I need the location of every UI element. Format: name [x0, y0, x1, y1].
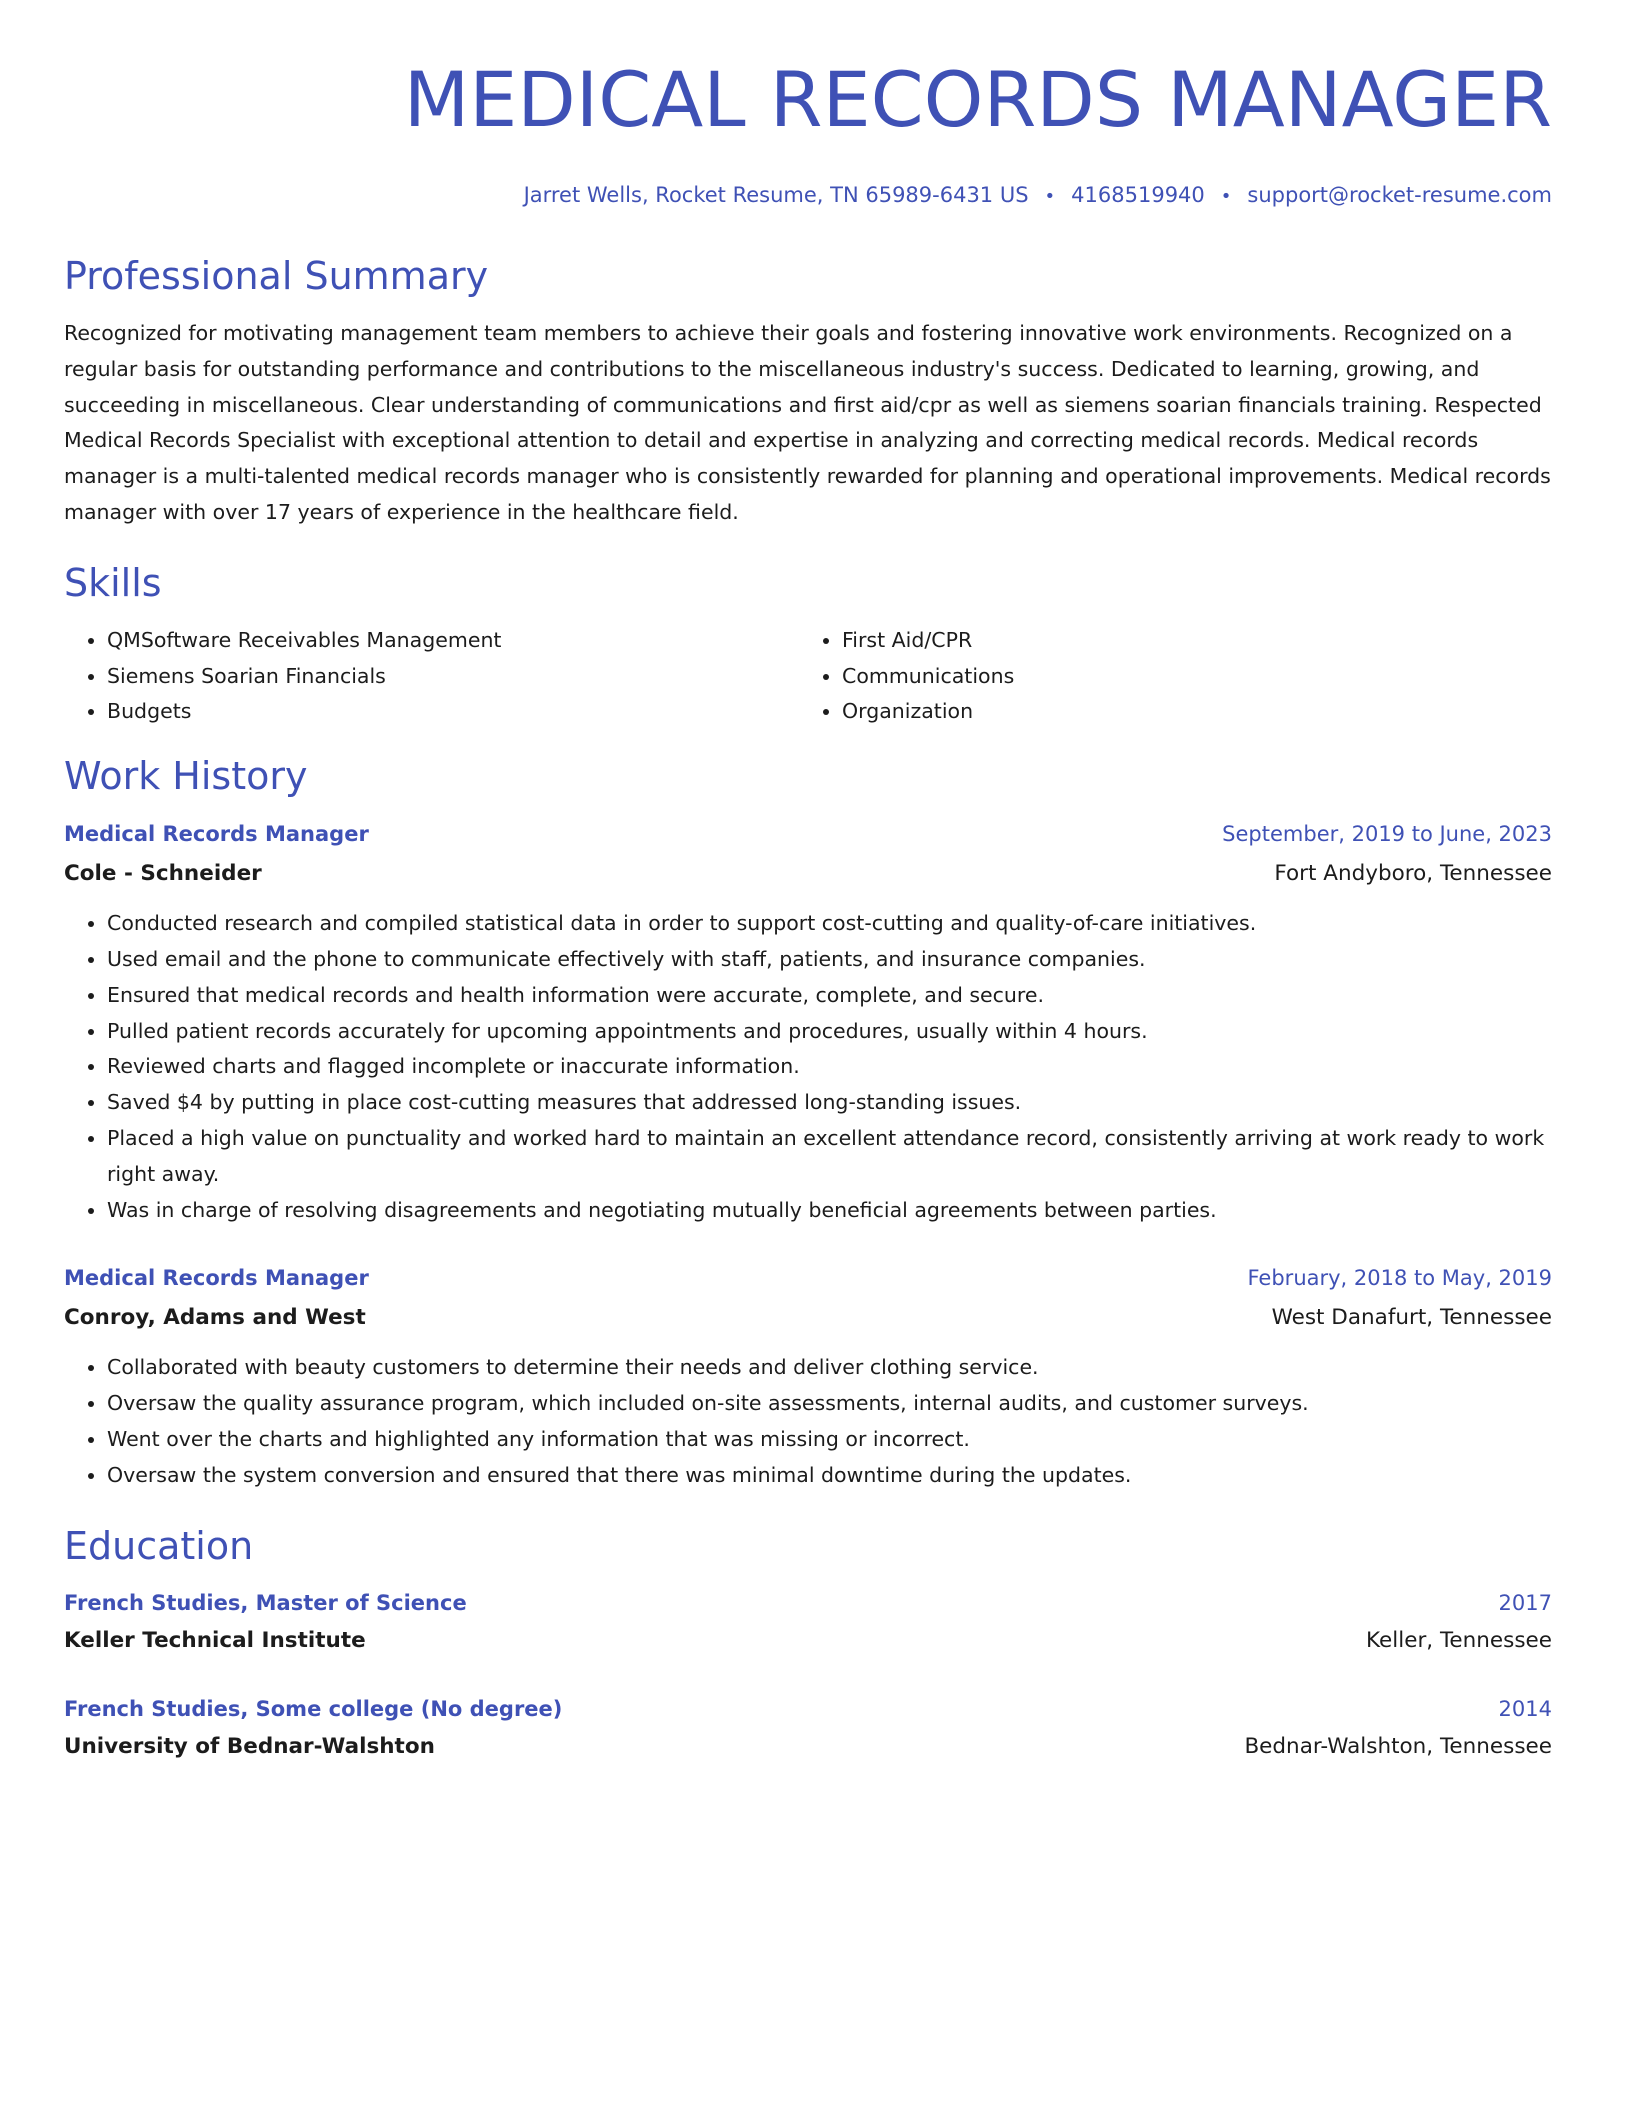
skills-column-right — [799, 623, 1534, 730]
job-company: Conroy, Adams and West — [64, 1305, 366, 1331]
job-bullet: • Reviewed charts and flagged incomplete or inaccurate information. — [107, 1049, 1552, 1085]
education-year: 2014 — [1498, 1696, 1552, 1721]
resume-page — [64, 0, 1552, 1766]
education-entry — [64, 1690, 1552, 1766]
job-company: Cole - Schneider — [64, 861, 262, 887]
job-dates: September, 2019 to June, 2023 — [1222, 822, 1552, 847]
education-degree: French Studies, Master of Science — [64, 1590, 467, 1615]
contact-address: Jarret Wells, Rocket Resume, TN 65989-6431 US — [523, 183, 1029, 207]
education-location: Keller, Tennessee — [1366, 1627, 1552, 1653]
job-dates: February, 2018 to May, 2019 — [1247, 1266, 1552, 1291]
separator-dot: • — [1220, 186, 1232, 207]
education-year: 2017 — [1498, 1590, 1552, 1615]
contact-phone: 4168519940 — [1071, 183, 1205, 207]
job-bullet: • Saved $4 by putting in place cost-cutting measures that addressed long-standing issues. — [107, 1085, 1552, 1121]
resume-title: MEDICAL RECORDS MANAGER — [403, 55, 1552, 144]
skills-column-left — [64, 623, 799, 730]
skills-list — [64, 623, 1552, 730]
education-entry — [64, 1584, 1552, 1660]
job-entry — [64, 814, 1552, 1228]
job-bullet: • Used email and the phone to communicate effectively with staff, patients, and insurance companies. — [107, 942, 1552, 978]
job-bullet: • Ensured that medical records and health information were accurate, complete, and secure. — [107, 978, 1552, 1014]
summary-heading: Professional Summary — [64, 254, 489, 298]
contact-email: support@rocket-resume.com — [1247, 183, 1552, 207]
job-bullets — [64, 906, 1552, 1228]
skill-item: • First Aid/CPR — [842, 623, 1534, 659]
education-heading: Education — [64, 1523, 254, 1568]
job-bullets — [64, 1350, 1552, 1493]
skill-item: • Budgets — [107, 694, 799, 730]
education-degree: French Studies, Some college (No degree) — [64, 1696, 563, 1721]
job-role: Medical Records Manager — [64, 822, 369, 847]
job-role: Medical Records Manager — [64, 1266, 369, 1291]
separator-dot: • — [1044, 186, 1056, 207]
summary-text: Recognized for motivating management team members to achieve their goals and fostering innovative work environments. Recognized on a regular basis for outstanding performance and contributions to the miscellaneous industry's success. Dedicated to learning, growing, and succeeding in miscellaneous. Clear understanding of communications and first aid/cpr as well as siemens soarian financials training. Respected Medical Records Specialist with exceptional attention to detail and expertise in analyzing and correcting medical records. Medical records manager is a multi-talented medical records manager who is consistently rewarded for planning and operational improvements. Medical records manager with over 17 years of experience in the healthcare field. — [64, 321, 1551, 524]
job-bullet: • Oversaw the quality assurance program, which included on-site assessments, internal audits, and customer surveys. — [107, 1386, 1552, 1422]
education-school: Keller Technical Institute — [64, 1627, 366, 1653]
skill-item: • Siemens Soarian Financials — [107, 659, 799, 695]
job-bullet: • Placed a high value on punctuality and worked hard to maintain an excellent attendance record, consistently arriving at work ready to work right away. — [107, 1121, 1552, 1193]
job-bullet: • Collaborated with beauty customers to determine their needs and deliver clothing service. — [107, 1350, 1552, 1386]
job-bullet: • Oversaw the system conversion and ensured that there was minimal downtime during the updates. — [107, 1458, 1552, 1494]
work-history-heading: Work History — [64, 754, 308, 799]
contact-line — [64, 180, 1552, 212]
skill-item: • Communications — [842, 659, 1534, 695]
job-bullet: • Went over the charts and highlighted any information that was missing or incorrect. — [107, 1422, 1552, 1458]
skills-heading: Skills — [64, 560, 162, 605]
job-entry — [64, 1258, 1552, 1493]
job-location: West Danafurt, Tennessee — [1271, 1305, 1552, 1331]
job-location: Fort Andyboro, Tennessee — [1274, 861, 1552, 887]
job-bullet: • Pulled patient records accurately for upcoming appointments and procedures, usually within 4 hours. — [107, 1014, 1552, 1050]
education-location: Bednar-Walshton, Tennessee — [1244, 1733, 1552, 1759]
job-bullet: • Was in charge of resolving disagreements and negotiating mutually beneficial agreements between parties. — [107, 1193, 1552, 1229]
job-bullet: • Conducted research and compiled statistical data in order to support cost-cutting and quality-of-care initiatives. — [107, 906, 1552, 942]
skill-item: • QMSoftware Receivables Management — [107, 623, 799, 659]
education-school: University of Bednar-Walshton — [64, 1733, 435, 1759]
skill-item: • Organization — [842, 694, 1534, 730]
